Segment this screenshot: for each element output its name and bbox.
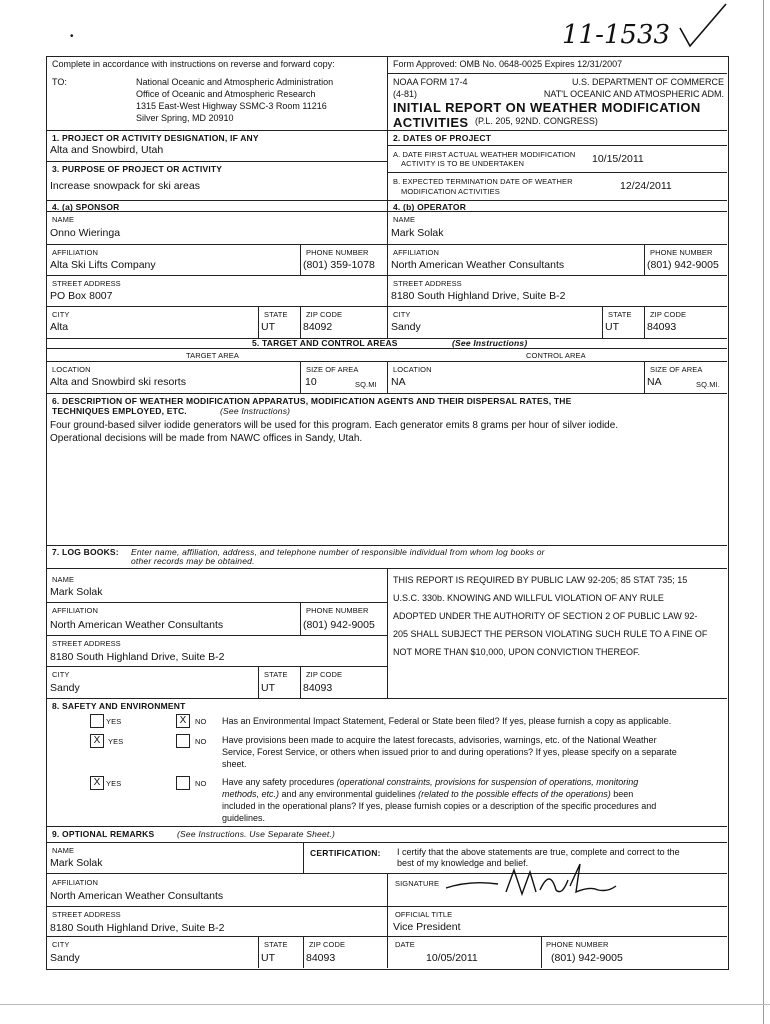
dept-name: U.S. DEPARTMENT OF COMMERCE bbox=[571, 77, 724, 87]
scan-dot: • bbox=[70, 31, 74, 42]
form-number: NOAA FORM 17-4 bbox=[393, 77, 468, 87]
cert-text-2: best of my knowledge and belief. bbox=[397, 858, 529, 868]
s4a-city: Alta bbox=[50, 321, 69, 333]
s7-note-2: other records may be obtained. bbox=[131, 556, 255, 566]
s9-state: UT bbox=[261, 952, 275, 964]
s4b-phone-label: PHONE NUMBER bbox=[650, 248, 713, 257]
q2-no-label: NO bbox=[195, 737, 207, 746]
law-line-4: 205 SHALL SUBJECT THE PERSON VIOLATING SUCH RULE TO A FINE OF bbox=[393, 629, 708, 639]
s4b-name: Mark Solak bbox=[391, 227, 444, 239]
form-date: (4-81) bbox=[393, 89, 418, 99]
q3-text-2a: methods, etc.) bbox=[222, 789, 280, 799]
q3-no-checkbox[interactable] bbox=[176, 776, 190, 790]
handwritten-number: 11-1533 bbox=[562, 20, 671, 50]
s2-a-label-2: ACTIVITY IS TO BE UNDERTAKEN bbox=[401, 159, 524, 168]
s9-name-label: NAME bbox=[52, 846, 75, 855]
s7-street-label: STREET ADDRESS bbox=[52, 639, 121, 648]
q3-text-2 bbox=[222, 790, 633, 799]
q3-text-4: guidelines. bbox=[222, 813, 266, 823]
s9-heading: 9. OPTIONAL REMARKS bbox=[52, 829, 155, 839]
form-title-2: ACTIVITIES bbox=[393, 115, 469, 130]
title-label: OFFICIAL TITLE bbox=[395, 910, 453, 919]
s2-b-label-1: B. EXPECTED TERMINATION DATE OF WEATHER bbox=[393, 177, 573, 186]
s6-line-1: Four ground-based silver iodide generators will be used for this program. Each generator emits 8 grams per hour of silver iodide. bbox=[50, 420, 619, 431]
to-label: TO: bbox=[52, 77, 67, 87]
s5-target-location: Alta and Snowbird ski resorts bbox=[50, 376, 186, 388]
s7-affil: North American Weather Consultants bbox=[50, 619, 224, 631]
q2-yes-label: YES bbox=[108, 737, 124, 746]
s5-control-location-label: LOCATION bbox=[393, 365, 432, 374]
q1-yes-label: YES bbox=[106, 717, 122, 726]
form-approved: Form Approved: OMB No. 0648-0025 Expires 12/31/2007 bbox=[393, 59, 623, 69]
to-line-3: 1315 East-West Highway SSMC-3 Room 11216 bbox=[136, 101, 327, 111]
s7-state-label: STATE bbox=[264, 670, 288, 679]
s7-note-1: Enter name, affiliation, address, and telephone number of responsible individual from whom log books or bbox=[131, 547, 545, 557]
s6-heading-note: (See Instructions) bbox=[220, 406, 291, 416]
s6-heading-2: TECHNIQUES EMPLOYED, ETC. bbox=[52, 406, 187, 416]
s8-heading: 8. SAFETY AND ENVIRONMENT bbox=[52, 701, 186, 711]
s7-city: Sandy bbox=[50, 682, 80, 694]
q3-text-1a: Have any safety procedures bbox=[222, 777, 337, 787]
s9-city-label: CITY bbox=[52, 940, 70, 949]
s5-control-location: NA bbox=[391, 376, 406, 388]
q2-text-2: Service, Forest Service, or others when issued prior to and during operations? If yes, please specify on a separate bbox=[222, 747, 677, 757]
check-mark-icon bbox=[676, 2, 736, 52]
s9-affil: North American Weather Consultants bbox=[50, 890, 224, 902]
s9-street-label: STREET ADDRESS bbox=[52, 910, 121, 919]
s4b-state-label: STATE bbox=[608, 310, 632, 319]
agency-name: NAT'L OCEANIC AND ATMOSPHERIC ADM. bbox=[543, 89, 724, 99]
q3-yes-label: YES bbox=[106, 779, 122, 788]
q3-yes-checkbox[interactable]: X bbox=[90, 776, 104, 790]
s7-zip-label: ZIP CODE bbox=[306, 670, 343, 679]
s9-name: Mark Solak bbox=[50, 857, 103, 869]
s4b-street: 8180 South Highland Drive, Suite B-2 bbox=[391, 290, 566, 302]
s7-phone: (801) 942-9005 bbox=[303, 619, 375, 631]
cert-label: CERTIFICATION: bbox=[310, 848, 381, 858]
law-line-5: NOT MORE THAN $10,000, UPON CONVICTION THEREOF. bbox=[393, 647, 641, 657]
to-line-1: National Oceanic and Atmospheric Administration bbox=[136, 77, 334, 87]
s4b-phone: (801) 942-9005 bbox=[647, 259, 719, 271]
s4a-street-label: STREET ADDRESS bbox=[52, 279, 121, 288]
s2-a-label-1: A. DATE FIRST ACTUAL WEATHER MODIFICATION bbox=[393, 150, 576, 159]
s4b-city-label: CITY bbox=[393, 310, 411, 319]
q3-no-label: NO bbox=[195, 779, 207, 788]
cert-phone: (801) 942-9005 bbox=[551, 952, 623, 964]
s4b-state: UT bbox=[605, 321, 619, 333]
q2-no-checkbox[interactable] bbox=[176, 734, 190, 748]
q2-text-3: sheet. bbox=[222, 759, 247, 769]
q1-yes-checkbox[interactable] bbox=[90, 714, 104, 728]
s9-state-label: STATE bbox=[264, 940, 288, 949]
s4a-name: Onno Wieringa bbox=[50, 227, 121, 239]
s7-name-label: NAME bbox=[52, 575, 75, 584]
to-line-4: Silver Spring, MD 20910 bbox=[136, 113, 234, 123]
q3-text-3: included in the operational plans? If yes, please furnish copies or a description of the specific procedures and bbox=[222, 801, 657, 811]
signature-icon bbox=[440, 862, 620, 904]
s3-heading: 3. PURPOSE OF PROJECT OR ACTIVITY bbox=[52, 164, 223, 174]
s4a-state-label: STATE bbox=[264, 310, 288, 319]
s1-heading: 1. PROJECT OR ACTIVITY DESIGNATION, IF ANY bbox=[52, 133, 259, 143]
s7-street: 8180 South Highland Drive, Suite B-2 bbox=[50, 651, 225, 663]
s7-affil-label: AFFILIATION bbox=[52, 606, 98, 615]
s9-heading-note: (See Instructions. Use Separate Sheet.) bbox=[177, 829, 336, 839]
q3-text-2d: been bbox=[610, 789, 634, 799]
cert-date: 10/05/2011 bbox=[426, 952, 478, 964]
s4a-zip-label: ZIP CODE bbox=[306, 310, 343, 319]
s4b-street-label: STREET ADDRESS bbox=[393, 279, 462, 288]
s5-target-location-label: LOCATION bbox=[52, 365, 91, 374]
s1-value: Alta and Snowbird, Utah bbox=[50, 144, 164, 156]
q1-text: Has an Environmental Impact Statement, Federal or State been filed? If yes, please furnish a copy as applicable. bbox=[222, 716, 672, 726]
s4b-city: Sandy bbox=[391, 321, 421, 333]
s6-heading-1: 6. DESCRIPTION OF WEATHER MODIFICATION APPARATUS, MODIFICATION AGENTS AND THEIR DISPERSAL RATES, THE bbox=[52, 396, 572, 406]
s5-heading: 5. TARGET AND CONTROL AREAS bbox=[252, 338, 398, 348]
s9-city: Sandy bbox=[50, 952, 80, 964]
s5-target-size-label: SIZE OF AREA bbox=[306, 365, 359, 374]
s9-affil-label: AFFILIATION bbox=[52, 878, 98, 887]
to-line-2: Office of Oceanic and Atmospheric Research bbox=[136, 89, 316, 99]
s3-value: Increase snowpack for ski areas bbox=[50, 180, 200, 192]
s4a-city-label: CITY bbox=[52, 310, 70, 319]
scan-edge-right bbox=[763, 0, 764, 1024]
s2-b-label-2: MODIFICATION ACTIVITIES bbox=[401, 187, 500, 196]
s9-zip: 84093 bbox=[306, 952, 336, 964]
cert-phone-label: PHONE NUMBER bbox=[546, 940, 609, 949]
s4a-phone: (801) 359-1078 bbox=[303, 259, 375, 271]
q2-yes-checkbox[interactable]: X bbox=[90, 734, 104, 748]
s4b-affil: North American Weather Consultants bbox=[391, 259, 565, 271]
s4a-affil: Alta Ski Lifts Company bbox=[50, 259, 156, 271]
s7-phone-label: PHONE NUMBER bbox=[306, 606, 369, 615]
s5-control-label: CONTROL AREA bbox=[526, 351, 586, 360]
q1-no-checkbox[interactable]: X bbox=[176, 714, 190, 728]
signature-label: SIGNATURE bbox=[395, 879, 440, 888]
s6-line-2: Operational decisions will be made from NAWC offices in Sandy, Utah. bbox=[50, 433, 363, 444]
q3-text-1 bbox=[222, 778, 638, 787]
s4a-zip: 84092 bbox=[303, 321, 333, 333]
s4a-name-label: NAME bbox=[52, 215, 75, 224]
q3-text-2b: and any environmental guidelines bbox=[279, 789, 419, 799]
s7-heading: 7. LOG BOOKS: bbox=[52, 547, 119, 557]
law-line-1: THIS REPORT IS REQUIRED BY PUBLIC LAW 92-205; 85 STAT 735; 15 bbox=[393, 575, 688, 585]
scan-edge-bottom bbox=[0, 1004, 770, 1005]
date-label: DATE bbox=[395, 940, 415, 949]
s5-target-unit: SQ.MI bbox=[355, 380, 377, 389]
s4a-phone-label: PHONE NUMBER bbox=[306, 248, 369, 257]
s4b-name-label: NAME bbox=[393, 215, 416, 224]
s5-control-size-label: SIZE OF AREA bbox=[650, 365, 703, 374]
s9-zip-label: ZIP CODE bbox=[309, 940, 346, 949]
s4b-heading: 4. (b) OPERATOR bbox=[393, 202, 467, 212]
s7-zip: 84093 bbox=[303, 682, 333, 694]
q2-text-1: Have provisions been made to acquire the latest forecasts, advisories, warnings, etc. of the National Weather bbox=[222, 735, 657, 745]
form-title-note: (P.L. 205, 92ND. CONGRESS) bbox=[475, 116, 598, 126]
law-line-3: ADOPTED UNDER THE AUTHORITY OF SECTION 2 OF PUBLIC LAW 92- bbox=[393, 611, 698, 621]
s4b-zip-label: ZIP CODE bbox=[650, 310, 687, 319]
s5-control-unit: SQ.MI. bbox=[696, 380, 720, 389]
s2-b-value: 12/24/2011 bbox=[620, 180, 672, 192]
form-title: INITIAL REPORT ON WEATHER MODIFICATION bbox=[393, 100, 701, 115]
q3-text-2c: (related to the possible effects of the operations) bbox=[418, 789, 611, 799]
s4a-state: UT bbox=[261, 321, 275, 333]
s5-target-size: 10 bbox=[305, 376, 317, 388]
q3-text-1b: (operational constraints, provisions for suspension of operations, monitoring bbox=[336, 777, 639, 787]
official-title: Vice President bbox=[393, 921, 461, 933]
s5-target-label: TARGET AREA bbox=[186, 351, 239, 360]
s2-a-value: 10/15/2011 bbox=[592, 153, 644, 165]
law-line-2: U.S.C. 330b. KNOWING AND WILLFUL VIOLATION OF ANY RULE bbox=[393, 593, 664, 603]
s4a-heading: 4. (a) SPONSOR bbox=[52, 202, 120, 212]
s5-control-size: NA bbox=[647, 376, 662, 388]
s4b-affil-label: AFFILIATION bbox=[393, 248, 439, 257]
s2-heading: 2. DATES OF PROJECT bbox=[393, 133, 492, 143]
s5-heading-note: (See Instructions) bbox=[452, 338, 528, 348]
s7-state: UT bbox=[261, 682, 275, 694]
s4a-street: PO Box 8007 bbox=[50, 290, 113, 302]
instructions-text: Complete in accordance with instructions on reverse and forward copy: bbox=[52, 59, 335, 69]
s7-name: Mark Solak bbox=[50, 586, 103, 598]
s4b-zip: 84093 bbox=[647, 321, 677, 333]
s4a-affil-label: AFFILIATION bbox=[52, 248, 98, 257]
s7-city-label: CITY bbox=[52, 670, 70, 679]
q1-no-label: NO bbox=[195, 717, 207, 726]
s9-street: 8180 South Highland Drive, Suite B-2 bbox=[50, 922, 225, 934]
cert-text-1: I certify that the above statements are true, complete and correct to the bbox=[397, 847, 680, 857]
